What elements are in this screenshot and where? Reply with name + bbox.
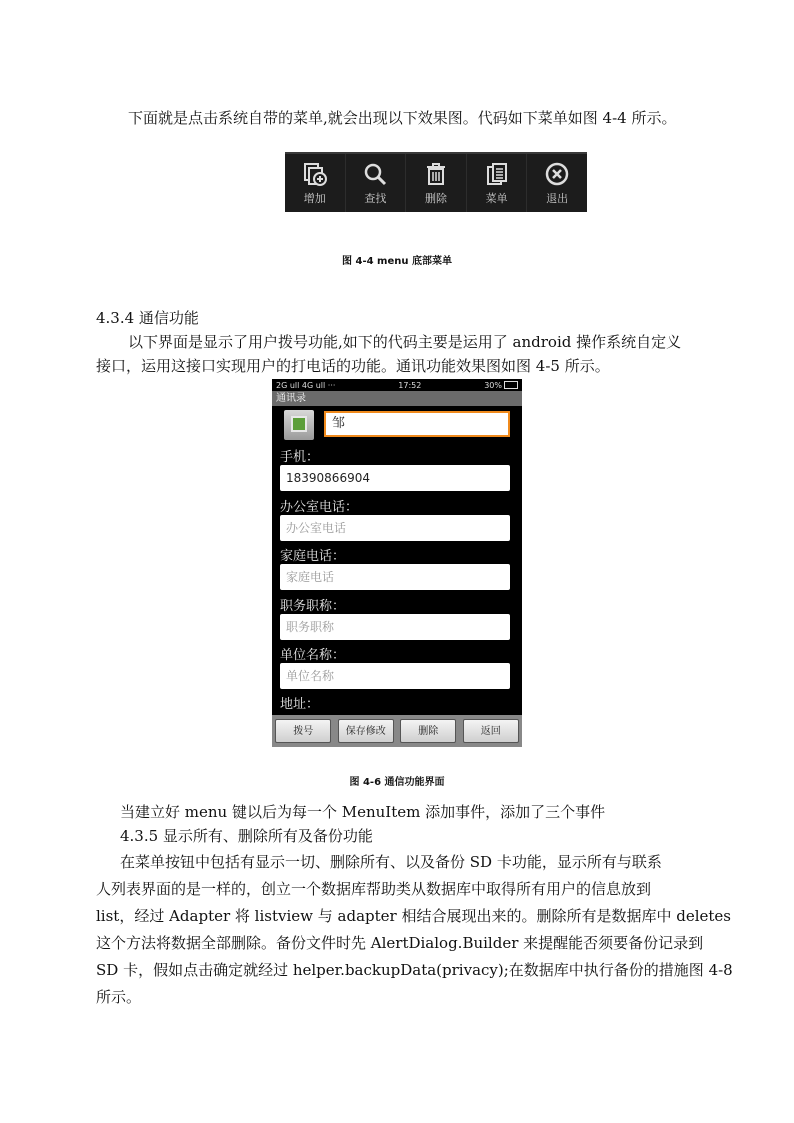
signal-indicator: 2G ull 4G ull ···: [276, 380, 336, 390]
field-label-company: 单位名称：: [280, 648, 346, 663]
status-bar: [272, 379, 522, 391]
phone-button-bar: [272, 715, 522, 747]
status-time: 17:52: [398, 380, 422, 390]
avatar[interactable]: [284, 410, 314, 440]
paragraph-line: 这个方法将数据全部删除。备份文件时先 AlertDialog.Builder 来提醒能否须要备份记录到: [96, 934, 704, 952]
office-phone-input[interactable]: 办公室电话: [280, 515, 510, 541]
paragraph-line: list，经过 Adapter 将 listview 与 adapter 相结合展现出来的。删除所有是数据库中 deletes: [96, 907, 731, 925]
field-label-office-phone: 办公室电话：: [280, 500, 359, 515]
paragraph-line: 以下界面是显示了用户拨号功能,如下的代码主要是运用了 android 操作系统自定义: [128, 333, 682, 351]
menu-item-label: 增加: [303, 191, 326, 205]
battery-indicator: 30%: [484, 381, 518, 390]
menu-item-exit: [527, 154, 587, 212]
figure-caption-4-6: 图 4-6 通信功能界面: [349, 777, 445, 788]
app-title: 通讯录: [272, 391, 522, 406]
paragraph-line: 接口，运用这接口实现用户的打电话的功能。通讯功能效果图如图 4-5 所示。: [96, 357, 610, 375]
menu-item-label: 退出: [546, 191, 569, 205]
menu-item-add: [285, 154, 346, 212]
dial-button[interactable]: 拨号: [275, 719, 331, 743]
paragraph-line: 人列表界面的是一样的，创立一个数据库帮助类从数据库中取得所有用户的信息放到: [96, 880, 652, 898]
add-document-icon: [302, 161, 328, 187]
field-label-address: 地址：: [280, 697, 320, 712]
intro-paragraph: 下面就是点击系统自带的菜单,就会出现以下效果图。代码如下菜单如图 4-4 所示。: [128, 109, 677, 127]
trash-icon: [423, 161, 449, 187]
field-label-mobile: 手机：: [280, 450, 320, 465]
name-row: [284, 410, 512, 440]
contact-image-icon: [291, 416, 307, 432]
menu-bar-figure: [285, 152, 587, 212]
menu-item-menu: [467, 154, 528, 212]
field-label-home-phone: 家庭电话：: [280, 549, 346, 564]
paragraph-line: 所示。: [96, 988, 142, 1006]
search-icon: [362, 161, 388, 187]
home-phone-input[interactable]: 家庭电话: [280, 564, 510, 590]
menu-item-search: [346, 154, 407, 212]
figure-caption-4-4: 图 4-4 menu 底部菜单: [342, 256, 452, 267]
phone-screenshot-figure: [272, 379, 522, 747]
paragraph-menu-events: 当建立好 menu 键以后为每一个 MenuItem 添加事件，添加了三个事件: [120, 803, 606, 821]
paragraph-line: 在菜单按钮中包括有显示一切、删除所有、以及备份 SD 卡功能，显示所有与联系: [120, 853, 662, 871]
section-heading-4-3-4: 4.3.4 通信功能: [96, 309, 199, 327]
menu-item-delete: [406, 154, 467, 212]
name-input[interactable]: 邹: [324, 411, 510, 437]
menu-item-label: 菜单: [485, 191, 508, 205]
mobile-input[interactable]: 18390866904: [280, 465, 510, 491]
back-button[interactable]: 返回: [463, 719, 519, 743]
job-title-input[interactable]: 职务职称: [280, 614, 510, 640]
paragraph-line: SD 卡，假如点击确定就经过 helper.backupData(privacy);在数据库中执行备份的措施图 4-8: [96, 961, 733, 979]
field-label-job-title: 职务职称：: [280, 599, 346, 614]
document-list-icon: [484, 161, 510, 187]
menu-item-label: 查找: [364, 191, 387, 205]
menu-item-label: 删除: [424, 191, 447, 205]
close-circle-icon: [544, 161, 570, 187]
section-heading-4-3-5: 4.3.5 显示所有、删除所有及备份功能: [120, 827, 373, 845]
delete-button[interactable]: 删除: [400, 719, 456, 743]
battery-icon: [504, 381, 518, 389]
company-input[interactable]: 单位名称: [280, 663, 510, 689]
save-changes-button[interactable]: 保存修改: [338, 719, 394, 743]
